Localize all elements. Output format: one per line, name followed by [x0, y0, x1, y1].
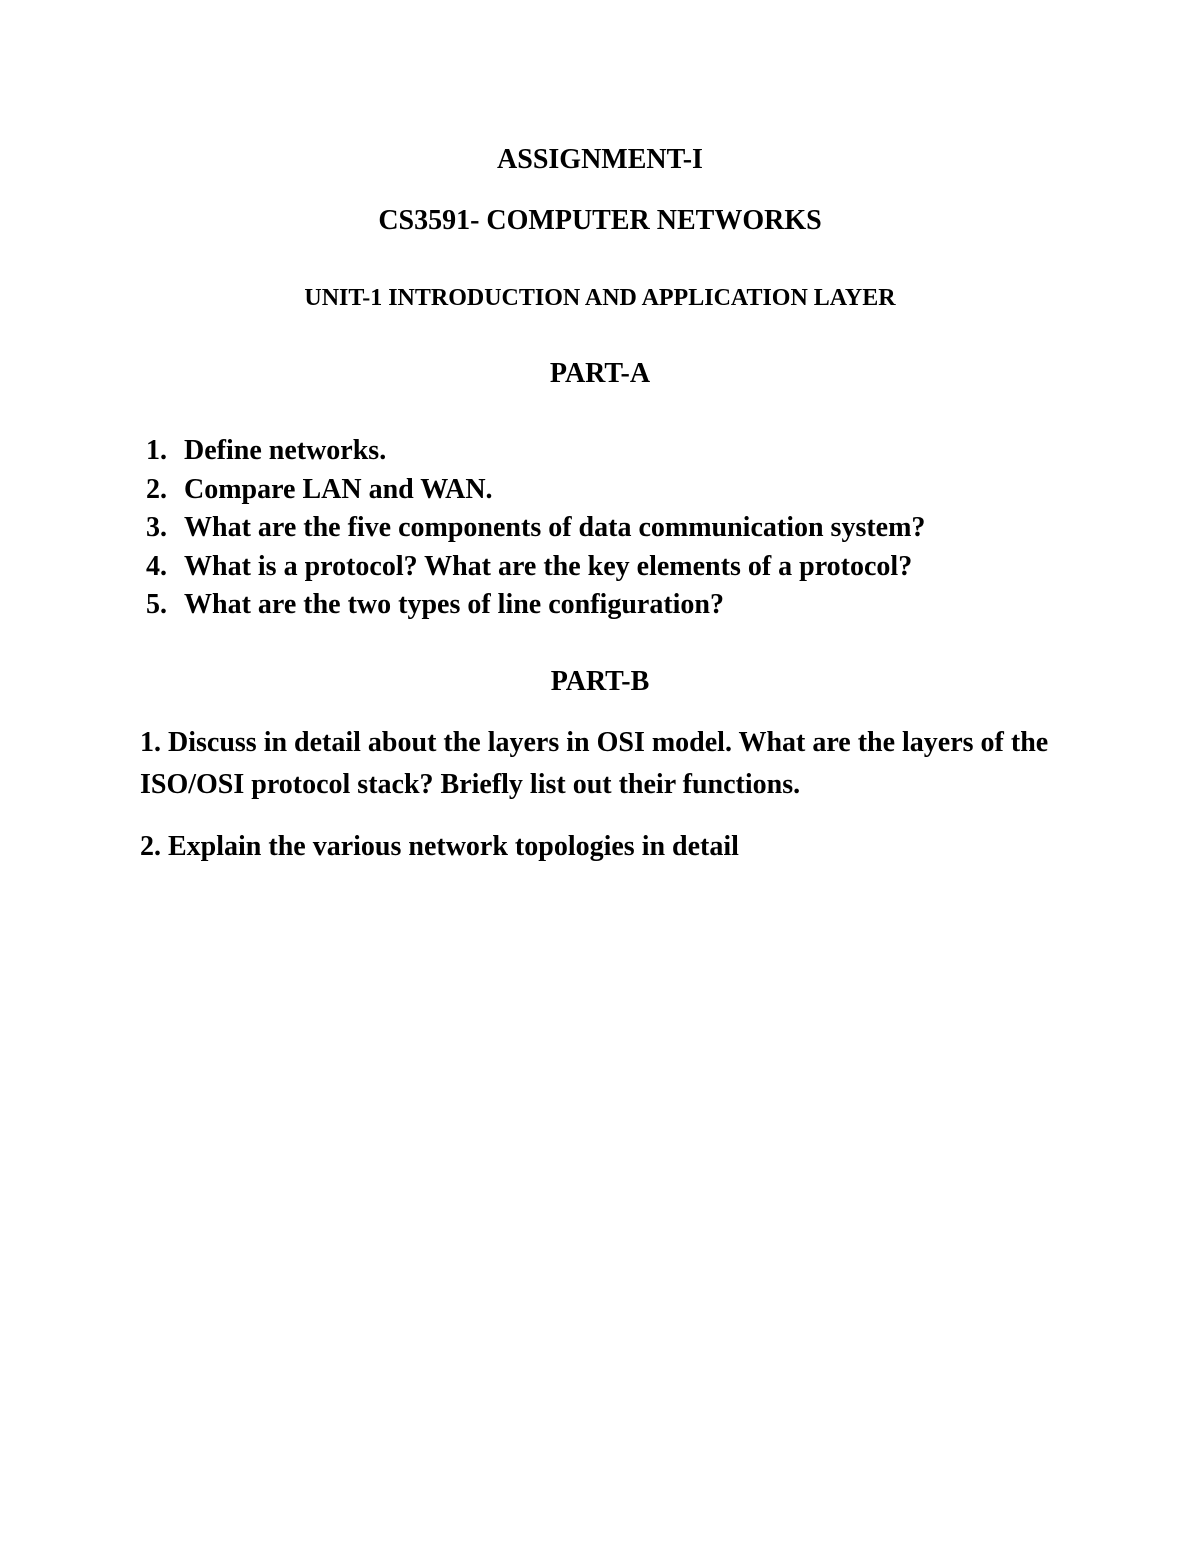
question-number: 3.: [146, 512, 167, 543]
question-text: Define networks.: [184, 435, 387, 466]
part-b-question-2: 2. Explain the various network topologies in detail: [140, 831, 739, 862]
part-a-question-list: [146, 433, 925, 626]
part-a-question: [146, 472, 925, 511]
part-a-question: [146, 510, 925, 549]
part-a-question: [146, 433, 925, 472]
question-number: 1.: [146, 435, 167, 466]
part-b-heading: PART-B: [550, 666, 650, 697]
unit-title: UNIT-1 INTRODUCTION AND APPLICATION LAYER: [304, 285, 896, 311]
question-text: What is a protocol? What are the key elements of a protocol?: [184, 550, 913, 582]
part-b-question-1: 1. Discuss in detail about the layers in OSI model. What are the layers of the ISO/OSI protocol stack? Briefly list out their functions.: [140, 727, 1049, 800]
part-a-question: [146, 587, 925, 626]
question-number: 5.: [146, 589, 167, 620]
question-text: Compare LAN and WAN.: [184, 473, 493, 505]
question-number: 2.: [146, 473, 167, 505]
part-a-heading: PART-A: [549, 358, 651, 389]
question-text: What are the five components of data communication system?: [184, 512, 926, 543]
part-a-question: [146, 549, 925, 588]
question-number: 4.: [146, 550, 167, 582]
assignment-title: ASSIGNMENT-I: [497, 144, 703, 175]
question-text: What are the two types of line configuration?: [184, 589, 724, 620]
course-title: CS3591- COMPUTER NETWORKS: [378, 205, 822, 236]
